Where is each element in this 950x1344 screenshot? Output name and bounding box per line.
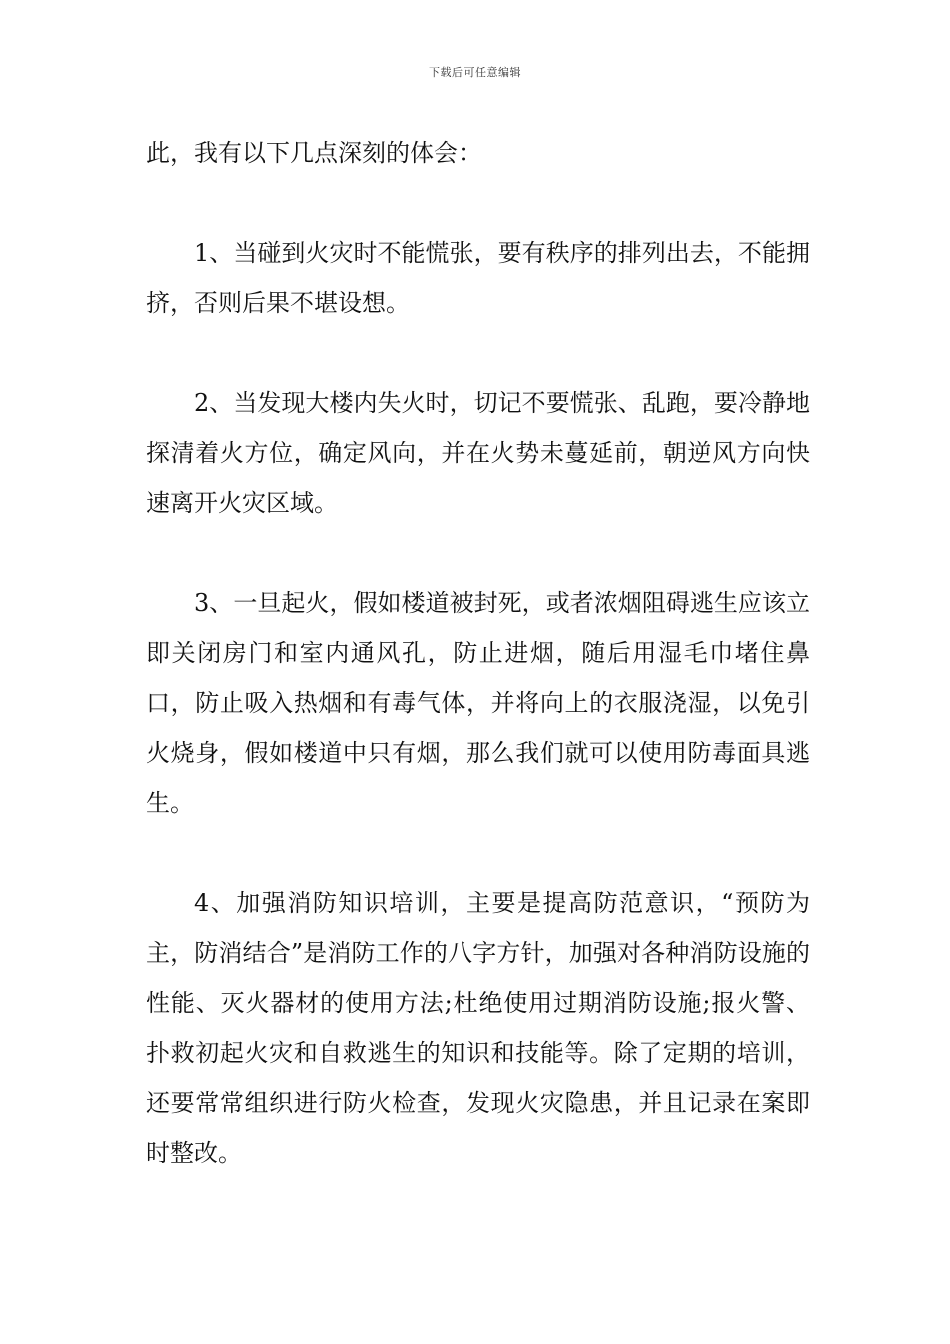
paragraph-spacer xyxy=(146,178,810,228)
paragraph-1: 1、当碰到火灾时不能慌张，要有秩序的排列出去，不能拥挤，否则后果不堪设想。 xyxy=(146,239,810,317)
paragraph-spacer xyxy=(146,528,810,578)
page-header: 下载后可任意编辑 xyxy=(429,66,521,79)
paragraph-2: 2、当发现大楼内失火时，切记不要慌张、乱跑，要冷静地探清着火方位，确定风向，并在火势未蔓延前，朝逆风方向快速离开火灾区域。 xyxy=(146,389,810,517)
paragraph-spacer xyxy=(146,828,810,878)
paragraph-3: 3、一旦起火，假如楼道被封死，或者浓烟阻碍逃生应该立即关闭房门和室内通风孔，防止进烟，随后用湿毛巾堵住鼻口，防止吸入热烟和有毒气体，并将向上的衣服浇湿，以免引火烧身，假如楼道中只有烟，那么我们就可以使用防毒面具逃生。 xyxy=(146,589,810,817)
paragraph-spacer xyxy=(146,328,810,378)
document-body xyxy=(146,128,810,1178)
intro-paragraph: 此，我有以下几点深刻的体会： xyxy=(146,139,482,167)
paragraph-4: 4、加强消防知识培训，主要是提高防范意识，“预防为主，防消结合”是消防工作的八字方针，加强对各种消防设施的性能、灭火器材的使用方法;杜绝使用过期消防设施;报火警、扑救初起火灾和自救逃生的知识和技能等。除了定期的培训，还要常常组织进行防火检查，发现火灾隐患，并且记录在案即时整改。 xyxy=(146,889,810,1167)
